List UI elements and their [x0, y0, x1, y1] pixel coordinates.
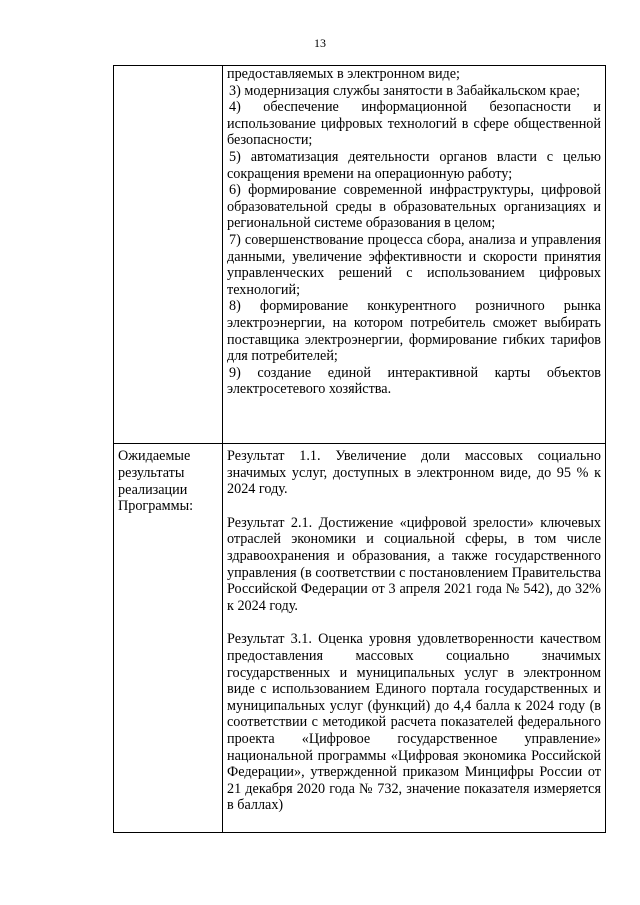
list-item: 6) формирование современной инфраструктуры, цифровой образовательной среды в образовательных организациях и региональной системе образования в целом; [227, 182, 601, 232]
continuation-text: предоставляемых в электронном виде; [227, 66, 460, 82]
program-table [113, 65, 606, 833]
list-item: 7) совершенствование процесса сбора, анализа и управления данными, увеличение эффективности и скорости принятия управленческих решений с использованием цифровых технологий; [227, 231, 601, 298]
page-number: 13 [314, 36, 326, 50]
results-cell [223, 444, 606, 833]
list-item: 3) модернизация службы занятости в Забайкальском крае; [229, 82, 581, 99]
expected-results-label: Ожидаемые результаты реализации Программы: [118, 448, 194, 515]
list-item: 8) формирование конкурентного розничного рынка электроэнергии, на котором потребитель сможет выбирать поставщика электроэнергии, формирование гибких тарифов для потребителей; [227, 298, 601, 365]
result-paragraph: Результат 1.1. Увеличение доли массовых социально значимых услуг, доступных в электронном виде, до 95 % к 2024 году. [227, 448, 601, 498]
list-item: 5) автоматизация деятельности органов власти с целью сокращения времени на операционную работу; [227, 148, 601, 182]
list-item: 4) обеспечение информационной безопасности и использование цифровых технологий в сфере общественной безопасности; [227, 99, 601, 149]
list-item: 9) создание единой интерактивной карты объектов электросетевого хозяйства. [227, 364, 601, 398]
table-row [114, 444, 606, 833]
tasks-cell [223, 66, 606, 444]
table-row [114, 66, 606, 444]
row-label-cell [114, 66, 223, 444]
result-paragraph: Результат 2.1. Достижение «цифровой зрелости» ключевых отраслей экономики и социальной сферы, в том числе здравоохранения и образования, а также государственного управления (в соответствии с постановлением Правительства Российской Федерации от 3 апреля 2021 года № 542), до 32% к 2024 году. [227, 514, 601, 614]
result-paragraph: Результат 3.1. Оценка уровня удовлетворенности качеством предоставления массовых социально значимых государственных и муниципальных услуг в электронном виде с использованием Единого портала государственных и муниципальных услуг (функций) до 4,4 балла к 2024 году (в соответствии с методикой расчета показателей федерального проекта «Цифровое государственное управление» национальной программы «Цифровая экономика Российской Федерации», утвержденной приказом Минцифры России от 21 декабря 2020 года № 732, значение показателя измеряется в баллах) [227, 631, 601, 814]
row-label-cell [114, 444, 223, 833]
